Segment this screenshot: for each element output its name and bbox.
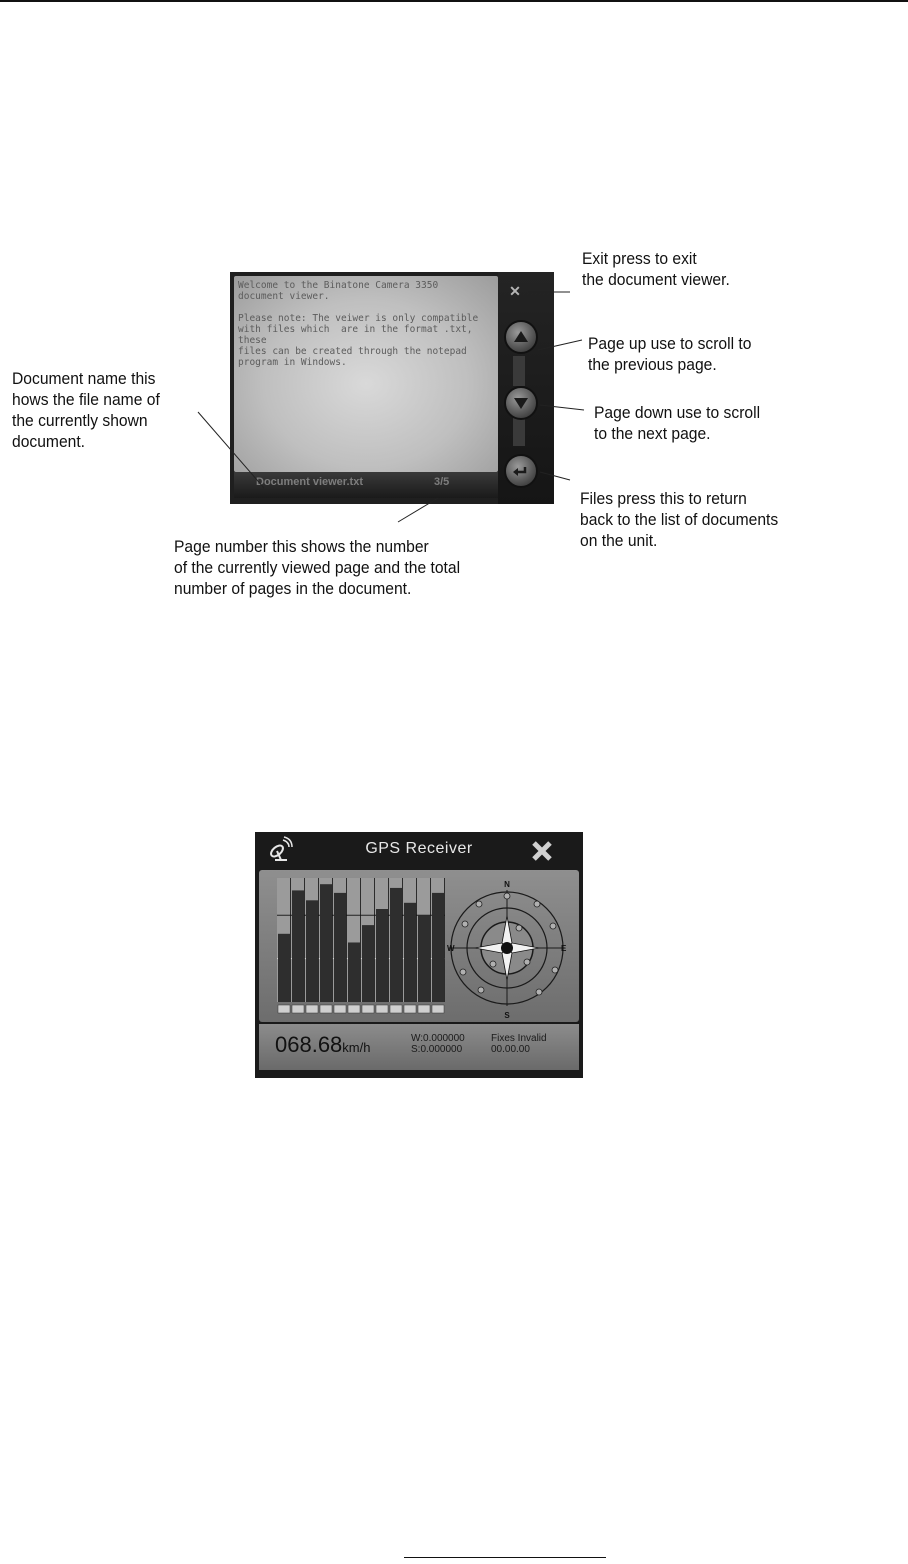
signal-bar [404, 903, 416, 1002]
compass-e: E [561, 944, 567, 953]
signal-bar [306, 900, 318, 1002]
document-name: Document viewer.txt [256, 476, 363, 488]
callout-document-name: Document name this hows the file name of the currently shown document. [12, 369, 160, 451]
satellite-id-cell [404, 1005, 416, 1013]
callout-exit: Exit press to exit the document viewer. [582, 249, 730, 289]
satellite-id-cell [320, 1005, 332, 1013]
compass-s: S [504, 1011, 510, 1020]
fix-status: Fixes Invalid [491, 1033, 547, 1044]
compass-n: N [504, 880, 510, 889]
callout-page-down: Page down use to scroll to the next page. [594, 403, 761, 443]
compass-w: W [447, 944, 455, 953]
satellite-id-cell [362, 1005, 374, 1013]
signal-bar [320, 884, 332, 1002]
callout-page-number: Page number this shows the number of the currently viewed page and the total number of pages in the document. [174, 537, 461, 598]
signal-bar [334, 893, 346, 1002]
signal-strength-chart [277, 878, 445, 1018]
gps-title: GPS Receiver [365, 840, 473, 857]
page-number: 3/5 [434, 476, 450, 488]
callout-page-up: Page up use to scroll to the previous page. [588, 334, 752, 374]
gps-time: 00.00.00 [491, 1044, 530, 1055]
signal-bar [432, 893, 444, 1002]
latitude: S:0.000000 [411, 1044, 463, 1055]
satellite-id-cell [418, 1005, 430, 1013]
signal-bar [390, 888, 402, 1002]
speed-readout [275, 1032, 370, 1058]
satellite-id-cell [390, 1005, 402, 1013]
close-icon[interactable] [531, 840, 553, 862]
satellite-id-cell [432, 1005, 444, 1013]
document-text: Welcome to the Binatone Camera 3350 document viewer. Please note: The veiwer is only compatible with files which are in the format .txt, these files can be created through the notepad program in Windows. [238, 280, 479, 368]
satellite-compass [445, 876, 573, 1020]
satellite-id-cell [376, 1005, 388, 1013]
gps-main-panel [259, 870, 579, 1022]
satellite-id-cell [278, 1005, 290, 1013]
satellite-id-cell [306, 1005, 318, 1013]
satellite-id-cell [348, 1005, 360, 1013]
footer-rule [404, 1557, 606, 1558]
longitude: W:0.000000 [411, 1033, 465, 1044]
gps-receiver-screen [255, 832, 583, 1078]
callout-files: Files press this to return back to the list of documents on the unit. [580, 489, 779, 550]
signal-bar [278, 934, 290, 1002]
signal-bar [418, 915, 430, 1002]
satellite-id-cell [292, 1005, 304, 1013]
signal-bar [348, 942, 360, 1002]
speed-value: 068.68 [275, 1032, 343, 1057]
satellite-id-cell [334, 1005, 346, 1013]
signal-bar [362, 925, 374, 1002]
exit-icon[interactable]: ✕ [509, 283, 521, 299]
speed-unit: km/h [342, 1040, 371, 1055]
signal-bar [292, 890, 304, 1002]
signal-bar [376, 909, 388, 1002]
